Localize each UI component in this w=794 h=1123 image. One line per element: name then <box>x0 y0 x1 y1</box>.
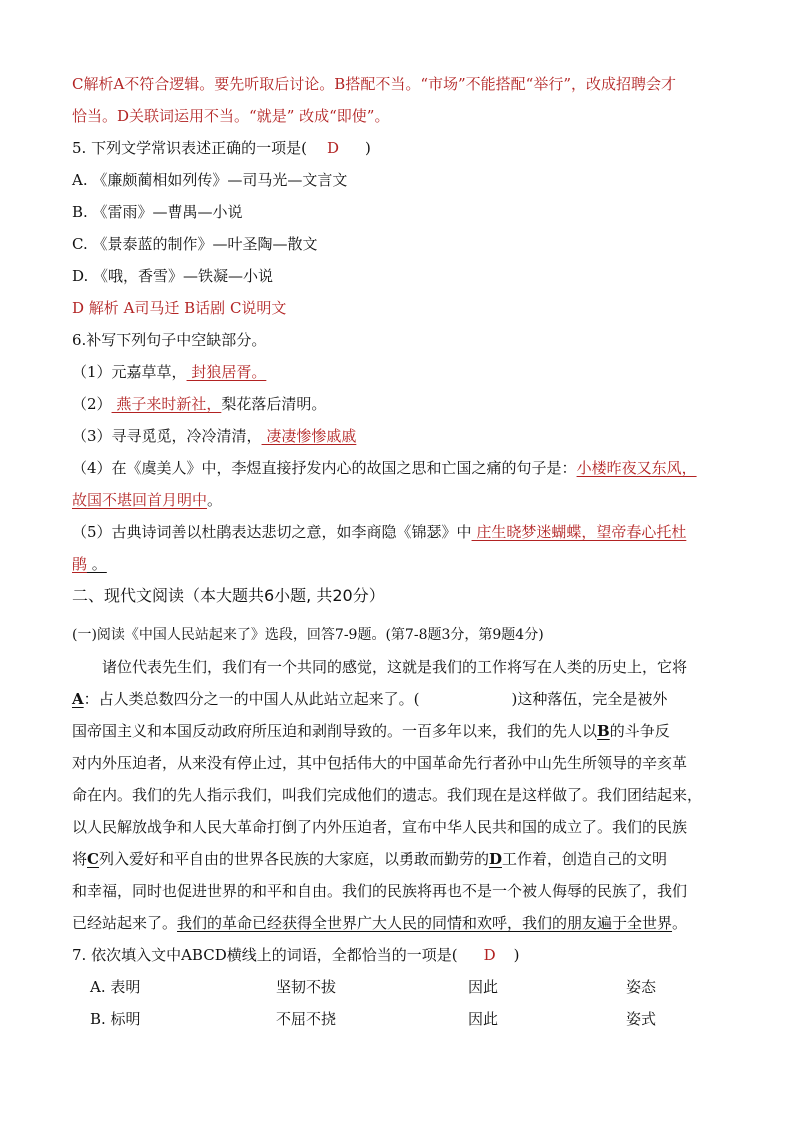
passage-line-9 <box>72 912 687 934</box>
blank-a: A <box>72 690 84 708</box>
q6-item-4-pre: （4）在《虞美人》中，李煜直接抒发内心的故国之思和亡国之痛的句子是： <box>72 459 577 477</box>
q7-stem-text: 7. 依次填入文中ABCD横线上的词语，全都恰当的一项是( <box>72 946 458 964</box>
q7-stem-end: ) <box>513 946 520 964</box>
q6-item-3-answer: 凄凄惨惨戚戚 <box>261 427 357 445</box>
q6-item-3-pre: （3）寻寻觅觅，冷冷清清， <box>72 427 262 445</box>
section2-subtitle: (一)阅读《中国人民站起来了》选段，回答7-9题。(第7-8题3分，第9题4分) <box>72 627 544 643</box>
q6-item-2 <box>72 393 326 415</box>
passage-line-3b: 的斗争反 <box>609 722 670 740</box>
passage-line-7c: 工作着，创造自己的文明 <box>502 850 668 868</box>
q7-option-a-1: A. 表明 <box>90 978 141 996</box>
q6-item-4-answer-2: 故国不堪回首月明中 <box>72 491 208 509</box>
blank-b: B <box>597 722 610 740</box>
passage-line-8: 和幸福，同时也促进世界的和平和自由。我们的民族将再也不是一个被人侮辱的民族了，我们 <box>72 882 688 900</box>
passage-line-9c: 。 <box>672 914 688 932</box>
q6-item-4-line2 <box>72 489 222 511</box>
blank-d: D <box>488 850 502 868</box>
passage-line-7a: 将 <box>72 850 88 868</box>
q7-option-b-2: 不屈不挠 <box>276 1010 337 1028</box>
passage-line-6: 以人民解放战争和人民大革命打倒了内外压迫者，宣布中华人民共和国的成立了。我们的民族 <box>72 818 688 836</box>
q5-answer: D <box>326 139 339 157</box>
q6-item-2-answer: 燕子来时新社， <box>111 395 222 413</box>
passage-line-7b: 列入爱好和平自由的世界各民族的大家庭，以勇敢而勤劳的 <box>98 850 489 868</box>
q7-option-a-4: 姿态 <box>626 978 657 996</box>
q7-option-b-1: B. 标明 <box>90 1010 141 1028</box>
q7-option-b-4: 姿式 <box>626 1010 657 1028</box>
q6-item-1-answer: 封狼居胥。 <box>186 363 267 381</box>
q7-stem <box>72 944 519 966</box>
passage-line-7 <box>72 848 667 870</box>
passage-line-3a: 国帝国主义和本国反动政府所压迫和剥削导致的。一百多年以来，我们的先人以 <box>72 722 598 740</box>
q6-item-3 <box>72 425 356 447</box>
q6-item-2-post: 梨花落后清明。 <box>221 395 327 413</box>
q6-item-5-end: 。 <box>87 555 107 573</box>
q7-option-b-3: 因此 <box>468 1010 499 1028</box>
passage-line-2a: ：占人类总数四分之一的中国人从此站立起来了。( <box>83 690 420 708</box>
q5-analysis: D 解析 A司马迁 B话剧 C说明文 <box>72 299 287 317</box>
passage-line-3 <box>72 720 670 742</box>
q6-item-5-line2 <box>72 553 107 575</box>
q7-answer: D <box>483 946 496 964</box>
blank-c: C <box>87 850 99 868</box>
q5-stem-text: 5. 下列文学常识表述正确的一项是( <box>72 139 307 157</box>
q5-option-b: B. 《雷雨》—曹禺—小说 <box>72 203 243 221</box>
q6-item-2-pre: （2） <box>72 395 112 413</box>
q5-option-a: A. 《廉颇蔺相如列传》—司马光—文言文 <box>72 171 348 189</box>
q5-stem <box>72 137 371 159</box>
passage-line-2b: )这种落伍，完全是被外 <box>511 690 668 708</box>
q5-option-c: C. 《景泰蓝的制作》—叶圣陶—散文 <box>72 235 318 253</box>
q5-stem-end: ) <box>364 139 371 157</box>
section2-title: 二、现代文阅读（本大题共6小题, 共20分） <box>72 586 385 605</box>
q6-item-5-line1 <box>72 521 686 543</box>
passage-line-9a: 已经站起来了。 <box>72 914 178 932</box>
q6-item-4-end: 。 <box>207 491 223 509</box>
q6-item-4-line1 <box>72 457 697 479</box>
q6-item-1-pre: （1）元嘉草草， <box>72 363 187 381</box>
passage-line-9b: 我们的革命已经获得全世界广大人民的同情和欢呼，我们的朋友遍于全世界 <box>177 914 673 932</box>
q4-analysis-line1: C解析A不符合逻辑。要先听取后讨论。B搭配不当。“市场”不能搭配“举行”，改成招聘会才 <box>72 75 677 93</box>
q4-analysis-line2: 恰当。D关联词运用不当。“就是” 改成“即使”。 <box>72 107 390 125</box>
q6-item-5-pre: （5）古典诗词善以杜鹃表达悲切之意，如李商隐《锦瑟》中 <box>72 523 472 541</box>
q5-option-d: D. 《哦，香雪》—铁凝—小说 <box>72 267 274 285</box>
passage-line-5: 命在内。我们的先人指示我们，叫我们完成他们的遗志。我们现在是这样做了。我们团结起来， <box>72 786 703 804</box>
passage-line-1: 诸位代表先生们，我们有一个共同的感觉，这就是我们的工作将写在人类的历史上，它将 <box>102 658 688 676</box>
q6-item-5-answer-1: 庄生晓梦迷蝴蝶，望帝春心托杜 <box>471 523 687 541</box>
q7-option-a-2: 坚韧不拔 <box>276 978 337 996</box>
q6-item-5-answer-2: 鹃 <box>72 555 88 573</box>
q6-item-4-answer-1: 小楼昨夜又东风， <box>576 459 697 477</box>
q6-item-1 <box>72 361 266 383</box>
q7-option-a-3: 因此 <box>468 978 499 996</box>
passage-line-4: 对内外压迫者，从来没有停止过，其中包括伟大的中国革命先行者孙中山先生所领导的辛亥革 <box>72 754 688 772</box>
passage-line-2 <box>72 688 667 710</box>
q6-stem: 6.补写下列句子中空缺部分。 <box>72 331 267 349</box>
